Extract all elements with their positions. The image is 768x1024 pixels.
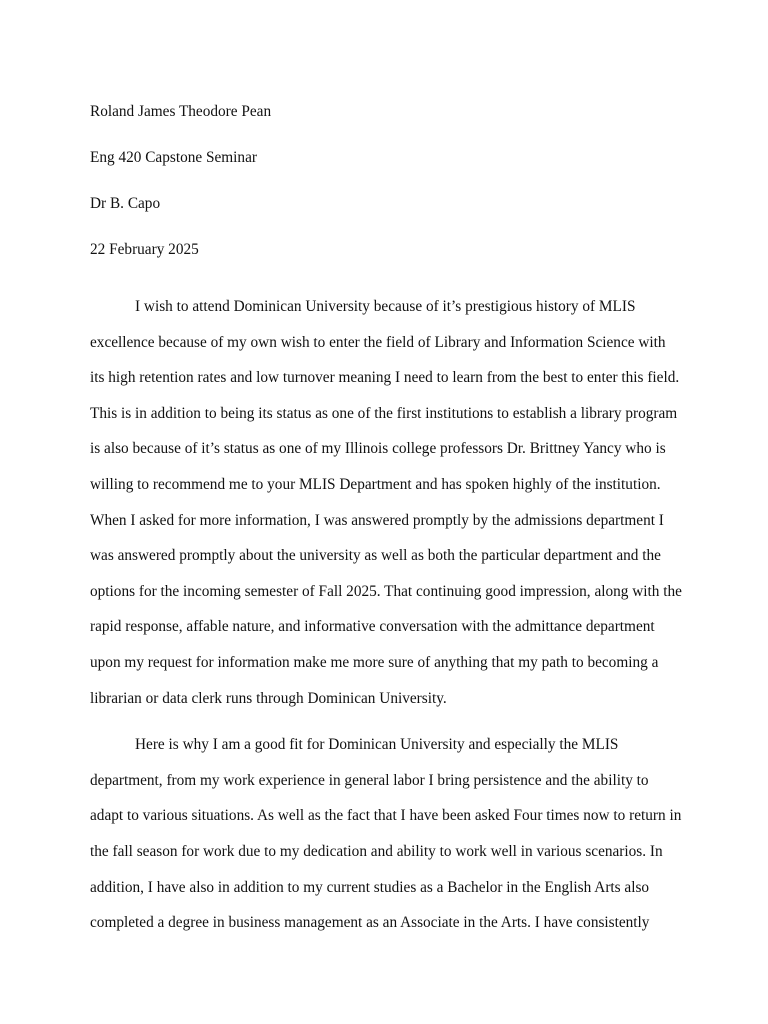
essay-body — [90, 289, 682, 941]
paragraph-1: I wish to attend Dominican University because of it’s prestigious history of MLIS excellence because of my own wish to enter the field of Library and Information Science with its high retention rates and low turnover meaning I need to learn from the best to enter this field. This is in addition to being its status as one of the first institutions to establish a library program is also because of it’s status as one of my Illinois college professors Dr. Brittney Yancy who is willing to recommend me to your MLIS Department and has spoken highly of the institution. When I asked for more information, I was answered promptly by the admissions department I was answered promptly about the university as well as both the particular department and the options for the incoming semester of Fall 2025. That continuing good impression, along with the rapid response, affable nature, and informative conversation with the admittance department upon my request for information make me more sure of anything that my path to becoming a librarian or data clerk runs through Dominican University. — [90, 298, 682, 707]
instructor-name: Dr B. Capo — [90, 195, 161, 212]
document-date: 22 February 2025 — [90, 241, 199, 258]
author-name: Roland James Theodore Pean — [90, 103, 272, 120]
course-name: Eng 420 Capstone Seminar — [90, 149, 257, 166]
document-body — [90, 89, 682, 941]
paragraph-2: Here is why I am a good fit for Dominican University and especially the MLIS department, from my work experience in general labor I bring persistence and the ability to adapt to various situations. As well as the fact that I have been asked Four times now to return in the fall season for work due to my dedication and ability to work well in various scenarios. In addition, I have also in addition to my current studies as a Bachelor in the English Arts also completed a degree in business management as an Associate in the Arts. I have consistently — [90, 736, 682, 932]
